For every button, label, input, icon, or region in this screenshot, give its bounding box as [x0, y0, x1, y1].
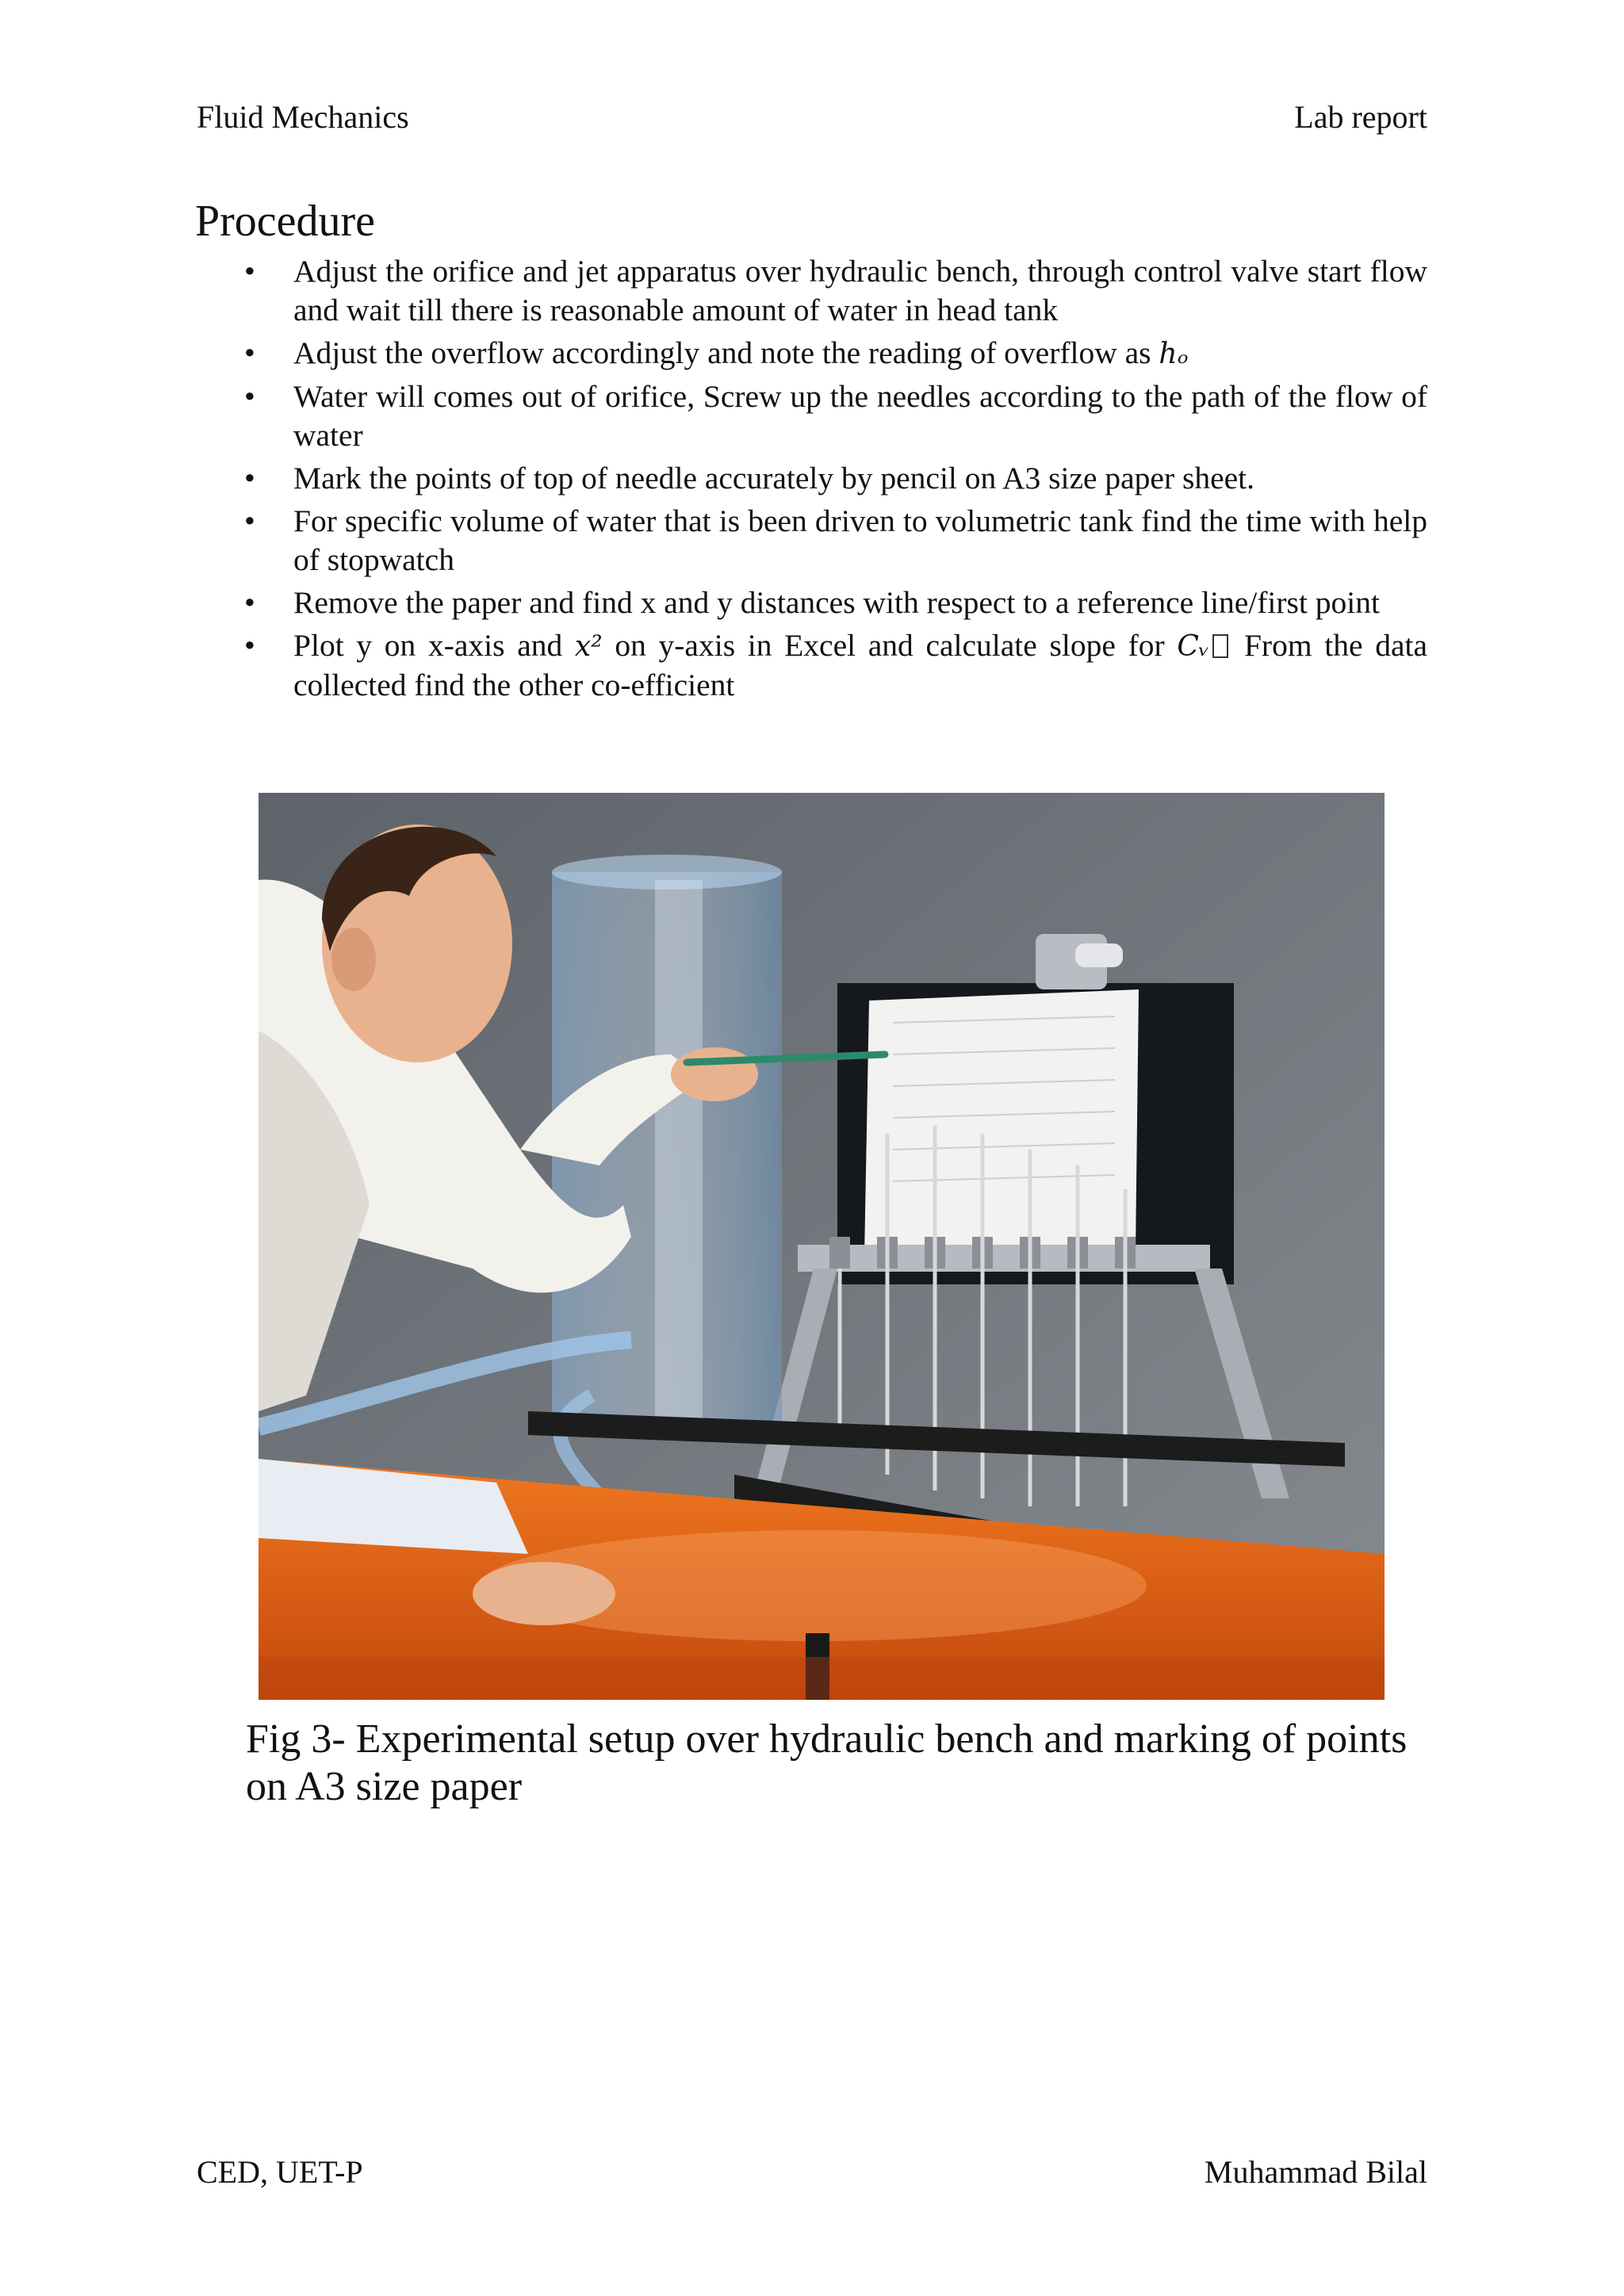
step-text: on y-axis in Excel and calculate slope for [615, 628, 1165, 663]
step-text: For specific volume of water that is been driven to volumetric tank find the time with help of stopwatch [293, 503, 1427, 577]
footer-author: Muhammad Bilal [1204, 2154, 1427, 2190]
photo-illustration [259, 793, 1385, 1700]
step-text: Water will comes out of orifice, Screw up the needles according to the path of the flow of water [293, 379, 1427, 453]
x-squared-symbol: x² [574, 630, 603, 663]
step-text: Adjust the overflow accordingly and note the reading of overflow as [293, 335, 1151, 370]
procedure-step [197, 377, 1427, 455]
step-text: Adjust the orifice and jet apparatus over hydraulic bench, through control valve start flow and wait till there is reasonable amount of water in head tank [293, 254, 1427, 327]
figure-caption: Fig 3- Experimental setup over hydraulic bench and marking of points on A3 size paper [246, 1716, 1408, 1809]
step-text: Plot y on x-axis and [293, 628, 563, 663]
page-header [197, 98, 1427, 136]
page-footer [197, 2153, 1427, 2191]
step-text: Mark the points of top of needle accurately by pencil on A3 size paper sheet. [293, 461, 1255, 496]
header-doc-type: Lab report [1294, 99, 1427, 135]
velocity-coefficient-symbol: Cᵥ [1177, 630, 1210, 663]
procedure-step [197, 252, 1427, 330]
procedure-step [197, 626, 1427, 705]
procedure-step [197, 334, 1427, 373]
procedure-step [197, 459, 1427, 498]
missing-glyph-icon [1212, 634, 1228, 658]
procedure-step [197, 502, 1427, 580]
overflow-head-symbol: hₒ [1159, 338, 1189, 370]
procedure-list [197, 252, 1427, 709]
footer-institution: CED, UET-P [197, 2154, 363, 2190]
step-text: Remove the paper and find x and y distances with respect to a reference line/first point [293, 585, 1380, 620]
section-title: Procedure [195, 197, 376, 246]
step-text: From the data collected find the other co-efficient [293, 628, 1427, 702]
header-course: Fluid Mechanics [197, 99, 409, 135]
procedure-step [197, 584, 1427, 622]
experimental-setup-photo [259, 793, 1385, 1700]
